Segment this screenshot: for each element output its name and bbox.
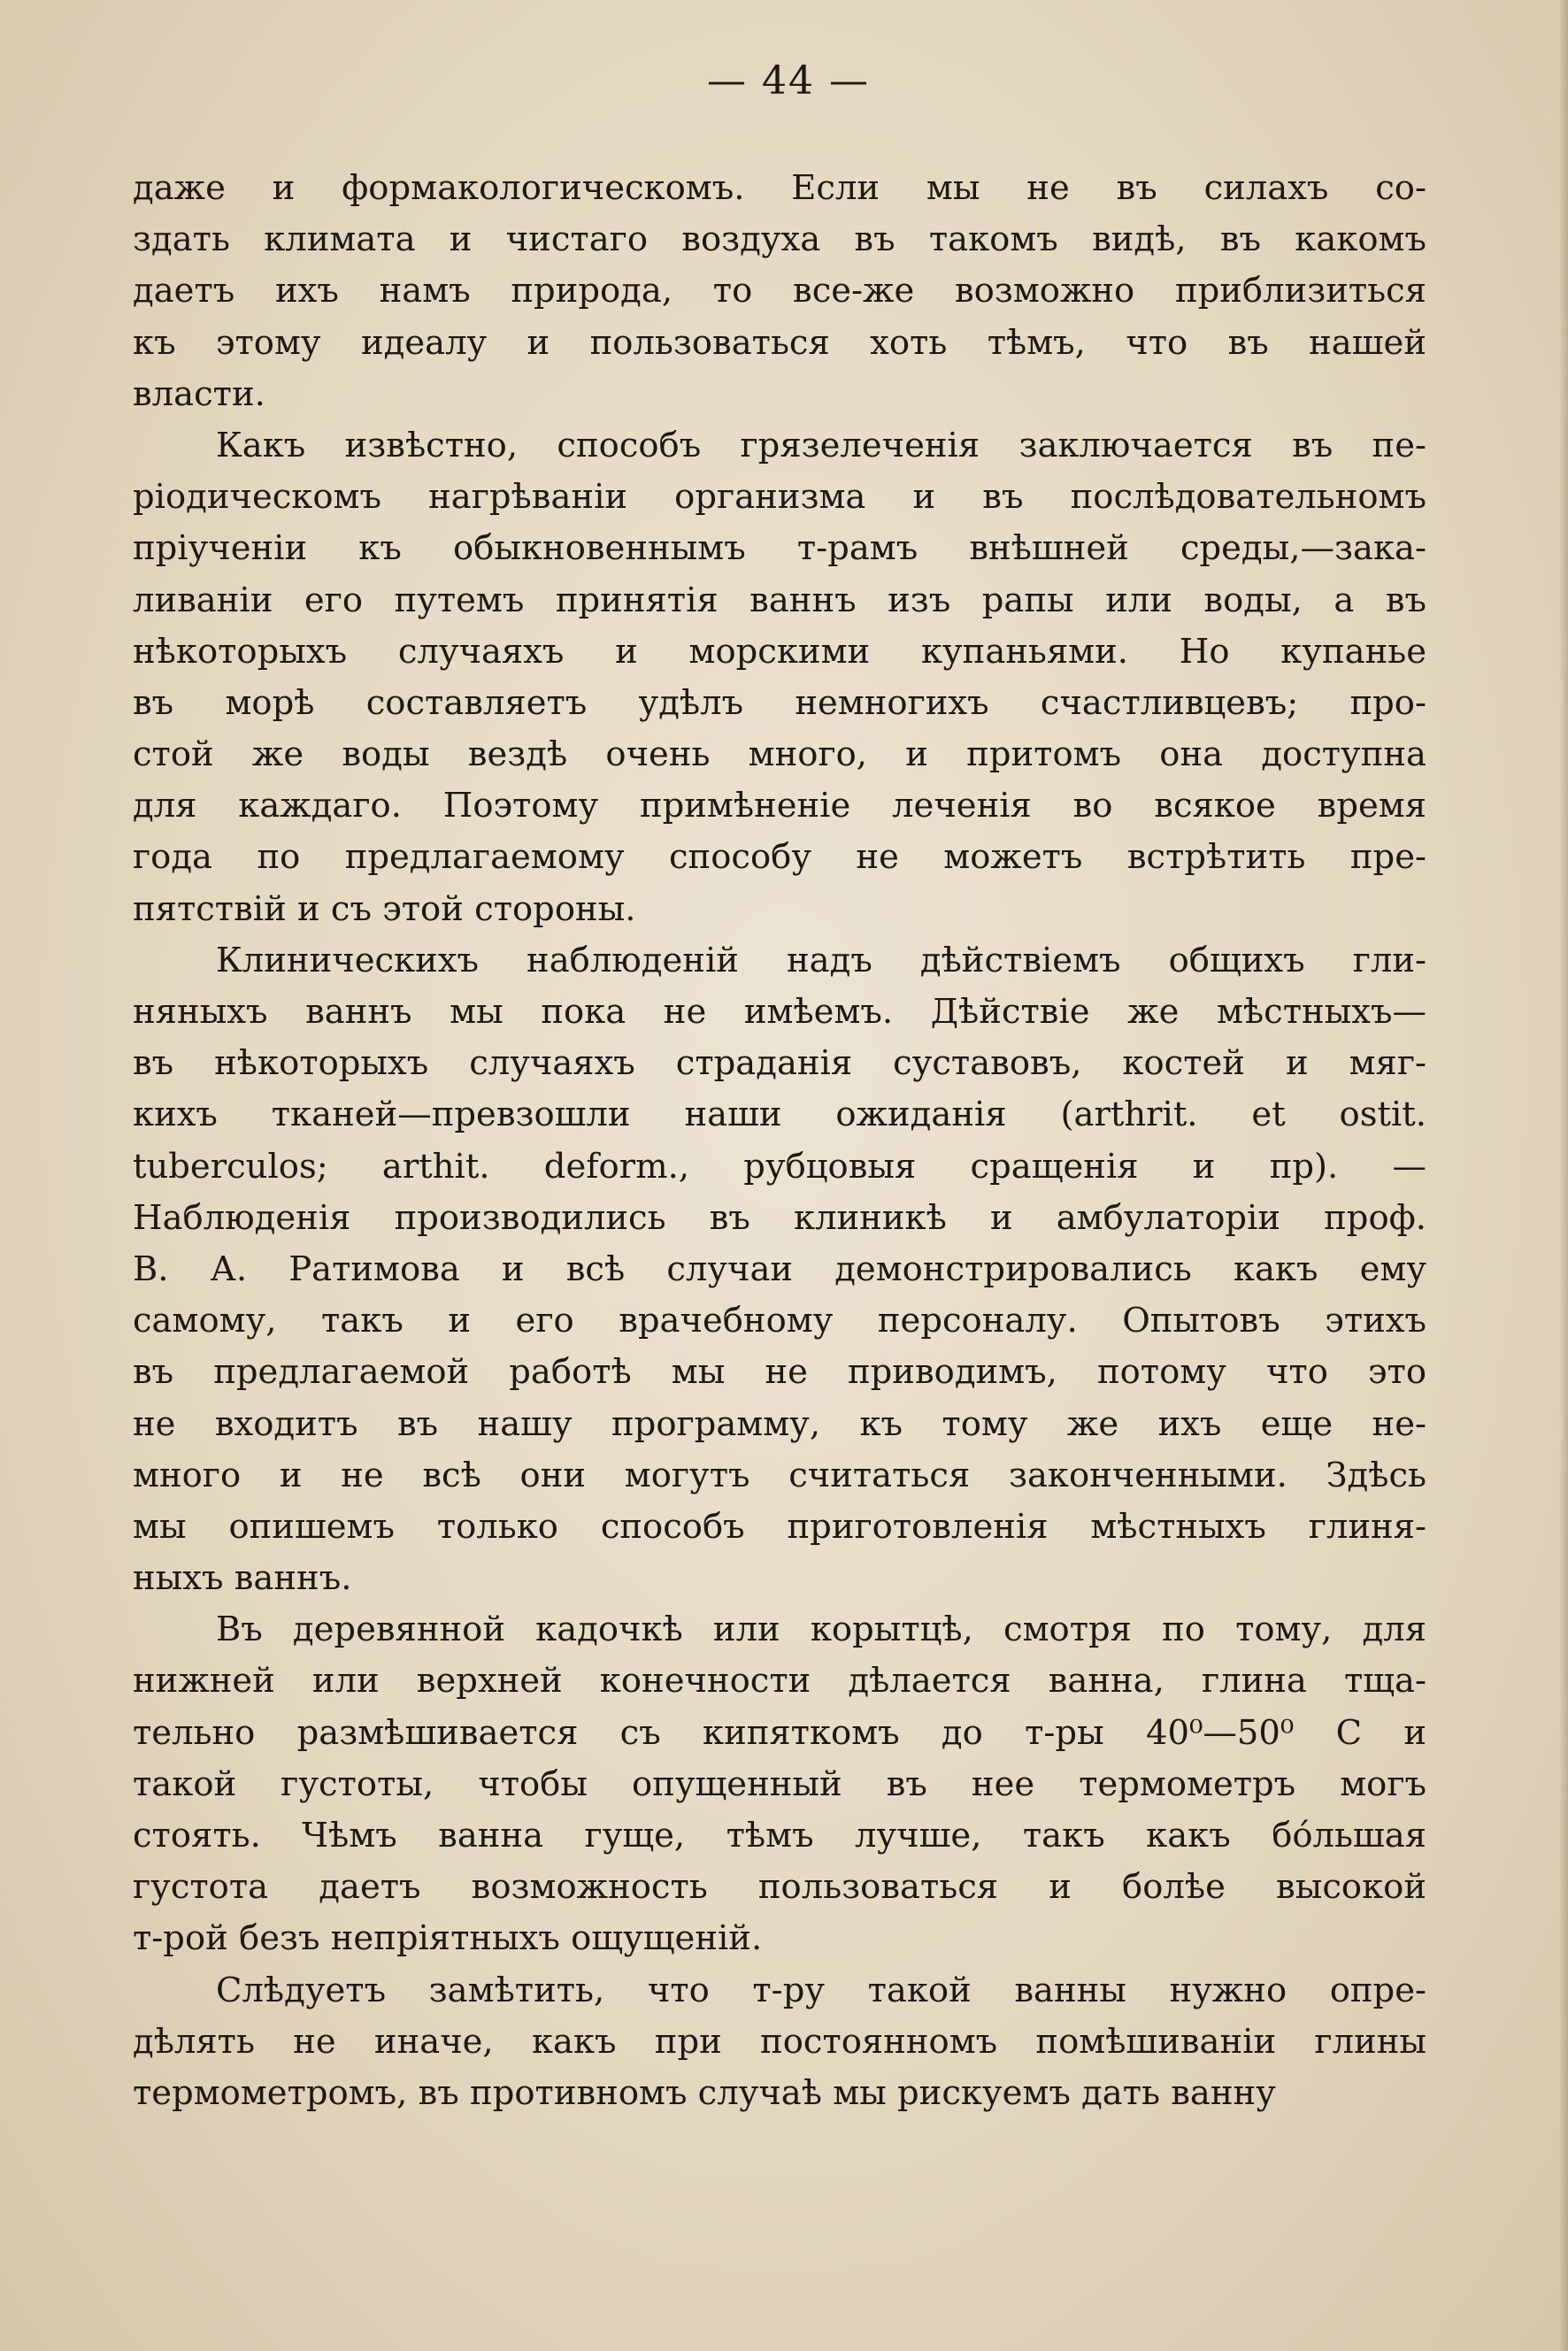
page-number: — 44 — [707, 58, 870, 104]
paragraph [133, 935, 1426, 1604]
text-line: Какъ извѣстно, способъ грязелеченія заключается въ пе- [216, 425, 1426, 465]
text-line: самому, такъ и его врачебному персоналу. Опытовъ этихъ [133, 1301, 1426, 1341]
text-line: В. А. Ратимова и всѣ случаи демонстрировались какъ ему [133, 1248, 1426, 1289]
text-line: здать климата и чистаго воздуха въ такомъ видѣ, въ какомъ [133, 219, 1426, 260]
text-line: много и не всѣ они могутъ считаться законченными. Здѣсь [133, 1455, 1426, 1495]
text-line: Клиническихъ наблюденій надъ дѣйствіемъ общихъ гли- [216, 940, 1426, 980]
paragraph [133, 163, 1426, 420]
text-line: Наблюденія производились въ клиникѣ и амбулаторіи проф. [133, 1197, 1426, 1238]
text-line: Слѣдуетъ замѣтить, что т-ру такой ванны нужно опре- [216, 1970, 1426, 2010]
paragraph [133, 1604, 1426, 1964]
text-line: не входитъ въ нашу программу, къ тому же ихъ еще не- [133, 1403, 1426, 1444]
text-line: нѣкоторыхъ случаяхъ и морскими купаньями. Но купанье [133, 631, 1426, 672]
text-line: нижней или верхней конечности дѣлается ванна, глина тща- [133, 1661, 1426, 1702]
text-line: tuberculos; arthit. deform., рубцовыя сращенія и пр). — [133, 1146, 1426, 1187]
text-line: ріодическомъ нагрѣваніи организма и въ послѣдовательномъ [133, 477, 1426, 518]
text-line: ливаніи его путемъ принятія ваннъ изъ рапы или воды, а въ [133, 580, 1426, 620]
text-line: въ нѣкоторыхъ случаяхъ страданія суставовъ, костей и мяг- [133, 1043, 1426, 1084]
text-line: тельно размѣшивается съ кипяткомъ до т-ры 40⁰—50⁰ C и [133, 1712, 1426, 1753]
text-line: дѣлять не иначе, какъ при постоянномъ помѣшиваніи глины [133, 2021, 1426, 2062]
text-line: даже и формакологическомъ. Если мы не въ силахъ со- [133, 168, 1426, 208]
text-line: няныхъ ваннъ мы пока не имѣемъ. Дѣйствіе же мѣстныхъ— [133, 992, 1426, 1032]
text-line: въ предлагаемой работѣ мы не приводимъ, потому что это [133, 1352, 1426, 1393]
text-line: т-рой безъ непріятныхъ ощущеній. [133, 1918, 763, 1959]
text-line: къ этому идеалу и пользоваться хоть тѣмъ, что въ нашей [133, 322, 1426, 363]
text-line: власти. [133, 373, 265, 414]
text-line: стой же воды вездѣ очень много, и притомъ она доступна [133, 734, 1426, 775]
text-line: для каждаго. Поэтому примѣненіе леченія во всякое время [133, 786, 1426, 826]
text-line: пятствій и съ этой стороны. [133, 888, 636, 929]
text-line: такой густоты, чтобы опущенный въ нее термометръ могъ [133, 1763, 1426, 1804]
text-line: года по предлагаемому способу не можетъ встрѣтить пре- [133, 837, 1426, 878]
text-line: даетъ ихъ намъ природа, то все-же возможно приблизиться [133, 271, 1426, 311]
text-line: Въ деревянной кадочкѣ или корытцѣ, смотря по тому, для [216, 1610, 1426, 1650]
text-line: въ морѣ составляетъ удѣлъ немногихъ счастливцевъ; про- [133, 682, 1426, 723]
text-line: пріученіи къ обыкновеннымъ т-рамъ внѣшней среды,—зака- [133, 528, 1426, 569]
text-line: густота даетъ возможность пользоваться и болѣе высокой [133, 1867, 1426, 1908]
text-body [133, 163, 1426, 2119]
paragraph [133, 420, 1426, 935]
text-line: кихъ тканей—превзошли наши ожиданія (arthrit. et ostit. [133, 1095, 1426, 1135]
text-line: ныхъ ваннъ. [133, 1558, 352, 1599]
text-line: термометромъ, въ противномъ случаѣ мы рискуемъ дать ванну [133, 2072, 1276, 2113]
text-line: мы опишемъ только способъ приготовленія мѣстныхъ глиня- [133, 1506, 1426, 1547]
paragraph [133, 1965, 1426, 2120]
text-line: стоять. Чѣмъ ванна гуще, тѣмъ лучше, такъ какъ бо́льшая [133, 1816, 1426, 1855]
page-edge-shadow [1559, 0, 1568, 2351]
